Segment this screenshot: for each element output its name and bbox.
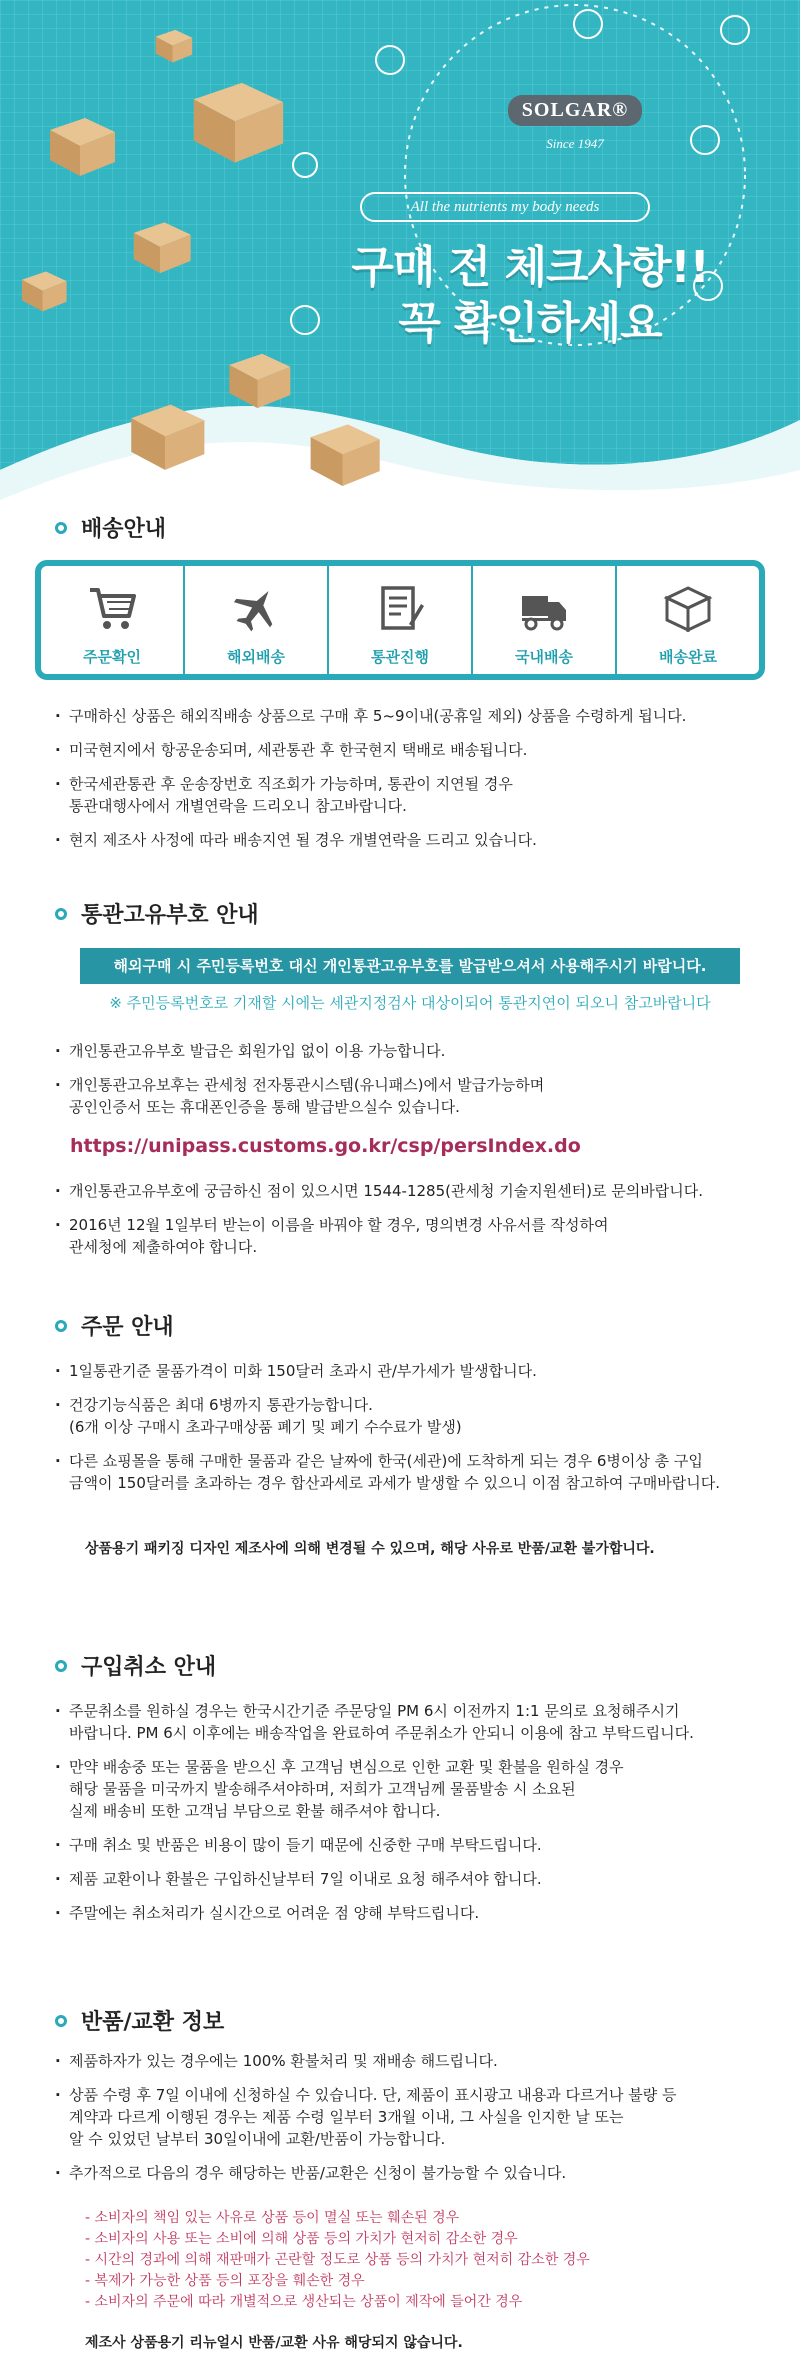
- list-item: · 1일통관기준 물품가격이 미화 150달러 초과시 관/부가세가 발생합니다.: [55, 1360, 775, 1382]
- section-title-customs: [55, 898, 259, 929]
- list-item: · 주말에는 취소처리가 실시간으로 어려운 점 양해 부탁드립니다.: [55, 1902, 775, 1924]
- truck-icon: [519, 584, 569, 632]
- list-item: · 제품 교환이나 환불은 구입하신날부터 7일 이내로 요청 해주셔야 합니다.: [55, 1868, 775, 1890]
- list-item: · 제품하자가 있는 경우에는 100% 환불처리 및 재배송 해드립니다.: [55, 2050, 775, 2072]
- step-order-confirm: [41, 566, 183, 674]
- cardboard-box-icon: [180, 70, 290, 170]
- list-item: · 미국현지에서 항공운송되며, 세관통관 후 한국현지 택배로 배송됩니다.: [55, 739, 775, 761]
- section-title-cancel: [55, 1650, 216, 1681]
- brand-since: Since 1947: [546, 136, 604, 151]
- cardboard-box-icon: [15, 265, 70, 315]
- section-title-shipping: [55, 512, 166, 543]
- step-label: 통관진행: [371, 648, 429, 666]
- list-item: · 다른 쇼핑몰을 통해 구매한 물품과 같은 날짜에 한국(세관)에 도착하게 되는 경우 6병이상 총 구입 금액이 150달러를 초과하는 경우 합산과세로 과세가 발생할 수 있으니 이점 참고하여 구매바랍니다.: [55, 1450, 775, 1494]
- exception-item: - 소비자의 사용 또는 소비에 의해 상품 등의 가치가 현저히 감소한 경우: [85, 2231, 518, 2247]
- solgar-logo: [500, 95, 650, 152]
- step-delivered: [615, 566, 759, 674]
- section-title-order: [55, 1310, 174, 1341]
- list-item: · 만약 배송중 또는 물품을 받으신 후 고객님 변심으로 인한 교환 및 환불을 원하실 경우 해당 물품을 미국까지 발송해주셔야하며, 저희가 고객님께 물품발송 시 소요된 실제 배송비 또한 고객님 부담으로 환불 해주셔야 합니다.: [55, 1756, 775, 1822]
- title-bullet-icon: [55, 522, 67, 534]
- list-item: · 개인통관고유부호 발급은 회원가입 없이 이용 가능합니다.: [55, 1040, 775, 1062]
- step-customs: [327, 566, 471, 674]
- list-item: · 개인통관고유보후는 관세청 전자통관시스템(유니패스)에서 발급가능하며 공인인증서 또는 휴대폰인증을 통해 발급받으실수 있습니다.: [55, 1074, 775, 1118]
- step-overseas-shipping: [183, 566, 327, 674]
- customs-info-list-a: [55, 1040, 775, 1130]
- cardboard-box-icon: [300, 415, 385, 491]
- list-item: · 구매 취소 및 반품은 비용이 많이 들기 때문에 신중한 구매 부탁드립니다.: [55, 1834, 775, 1856]
- list-item: · 한국세관통관 후 운송장번호 직조회가 가능하며, 통관이 지연될 경우 통관대행사에서 개별연락을 드리오니 참고바랍니다.: [55, 773, 775, 817]
- airplane-icon: [231, 584, 281, 632]
- brand-name: SOLGAR®: [508, 95, 642, 126]
- title-bullet-icon: [55, 1660, 67, 1672]
- cardboard-box-icon: [150, 25, 195, 65]
- customs-info-list-b: [55, 1180, 775, 1270]
- step-label: 해외배송: [227, 648, 285, 666]
- step-domestic-shipping: [471, 566, 615, 674]
- returns-notice: 제조사 상품용기 리뉴얼시 반품/교환 사유 해당되지 않습니다.: [85, 2335, 463, 2351]
- unipass-link[interactable]: https://unipass.customs.go.kr/csp/persIndex.do: [70, 1135, 581, 1157]
- document-icon: [375, 584, 425, 632]
- section-title-returns: [55, 2005, 224, 2036]
- customs-banner: 해외구매 시 주민등록번호 대신 개인통관고유부호를 발급받으셔서 사용해주시기 바랍니다.: [80, 948, 740, 984]
- section-title-text: 주문 안내: [81, 1315, 174, 1340]
- cardboard-box-icon: [125, 215, 195, 277]
- section-title-text: 통관고유부호 안내: [81, 903, 259, 928]
- exception-item: - 소비자의 주문에 따라 개별적으로 생산되는 상품이 제작에 들어간 경우: [85, 2294, 523, 2310]
- step-label: 국내배송: [515, 648, 573, 666]
- tagline: All the nutrients my body needs: [360, 192, 650, 222]
- cardboard-box-icon: [40, 110, 120, 180]
- returns-info-list: [55, 2050, 775, 2196]
- section-title-text: 구입취소 안내: [81, 1655, 217, 1680]
- customs-note: ※ 주민등록번호로 기재할 시에는 세관지정검사 대상이되어 통관지연이 되오니 참고바랍니다: [109, 994, 711, 1012]
- box-icon: [663, 584, 713, 632]
- list-item: · 현지 제조사 사정에 따라 배송지연 될 경우 개별연락을 드리고 있습니다.: [55, 829, 775, 851]
- page-headline: [300, 240, 760, 352]
- shipping-steps: [35, 560, 765, 680]
- order-notice: 상품용기 패키징 디자인 제조사에 의해 변경될 수 있으며, 해당 사유로 반품/교환 불가합니다.: [85, 1541, 655, 1557]
- list-item: · 개인통관고유부호에 궁금하신 점이 있으시면 1544-1285(관세청 기술지원센터)로 문의바랍니다.: [55, 1180, 775, 1202]
- list-item: · 건강기능식품은 최대 6병까지 통관가능합니다. (6개 이상 구매시 초과구매상품 폐기 및 폐기 수수료가 발생): [55, 1394, 775, 1438]
- title-bullet-icon: [55, 2015, 67, 2027]
- title-bullet-icon: [55, 1320, 67, 1332]
- cardboard-box-icon: [220, 345, 295, 413]
- cancel-info-list: [55, 1700, 775, 1936]
- list-item: · 추가적으로 다음의 경우 해당하는 반품/교환은 신청이 불가능할 수 있습니다.: [55, 2162, 775, 2184]
- list-item: · 2016년 12월 1일부터 받는이 이름을 바꿔야 할 경우, 명의변경 사유서를 작성하여 관세청에 제출하여야 합니다.: [55, 1214, 775, 1258]
- step-label: 주문확인: [83, 648, 141, 666]
- exception-item: - 소비자의 책임 있는 사유로 상품 등이 멸실 또는 훼손된 경우: [85, 2210, 460, 2226]
- cardboard-box-icon: [120, 395, 210, 475]
- order-info-list: [55, 1360, 775, 1506]
- section-title-text: 반품/교환 정보: [81, 2010, 225, 2035]
- hero-banner: [0, 0, 800, 500]
- cart-icon: [87, 584, 137, 632]
- section-title-text: 배송안내: [81, 517, 167, 542]
- returns-exceptions-list: [85, 2208, 590, 2313]
- list-item: · 상품 수령 후 7일 이내에 신청하실 수 있습니다. 단, 제품이 표시광고 내용과 다르거나 불량 등 계약과 다르게 이행된 경우는 제품 수령 일부터 3개월 이내, 그 사실을 인지한 날 또는 알 수 있었던 날부터 30일이내에 교환/반품이 가능합니다.: [55, 2084, 775, 2150]
- shipping-info-list: [55, 705, 775, 863]
- exception-item: - 복제가 가능한 상품 등의 포장을 훼손한 경우: [85, 2273, 365, 2289]
- headline-line-2: 꼭 확인하세요: [398, 298, 662, 349]
- list-item: · 구매하신 상품은 해외직배송 상품으로 구매 후 5~9이내(공휴일 제외) 상품을 수령하게 됩니다.: [55, 705, 775, 727]
- step-label: 배송완료: [659, 648, 717, 666]
- exception-item: - 시간의 경과에 의해 재판매가 곤란할 정도로 상품 등의 가치가 현저히 감소한 경우: [85, 2252, 590, 2268]
- headline-line-1: 구매 전 체크사항!!: [351, 242, 709, 293]
- list-item: · 주문취소를 원하실 경우는 한국시간기준 주문당일 PM 6시 이전까지 1:1 문의로 요청해주시기 바랍니다. PM 6시 이후에는 배송작업을 완료하여 주문취소가 안되니 이용에 참고 부탁드립니다.: [55, 1700, 775, 1744]
- title-bullet-icon: [55, 908, 67, 920]
